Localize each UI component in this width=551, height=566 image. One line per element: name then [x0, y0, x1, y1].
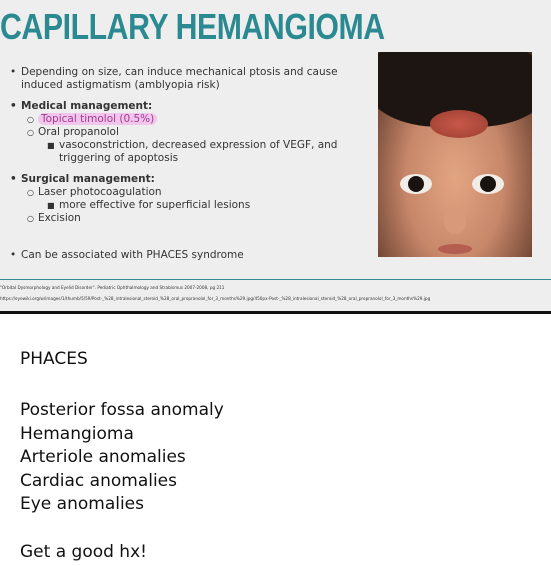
notes-item: Arteriole anomalies	[20, 447, 186, 467]
surg-item-laser	[27, 186, 372, 199]
notes-closing: Get a good hx!	[20, 541, 147, 562]
surgical-heading-text: Surgical management:	[21, 173, 155, 185]
surg-item-laser-text: Laser photocoagulation	[38, 186, 162, 198]
med-item-propranolol-text: Oral propanolol	[38, 126, 119, 138]
bullet-dot-icon: •	[10, 173, 17, 185]
circle-bullet-icon: ○	[27, 214, 34, 223]
bullet-dot-icon: •	[10, 66, 17, 78]
circle-bullet-icon: ○	[27, 115, 34, 124]
slide-divider	[0, 279, 551, 280]
notes-item: Posterior fossa anomaly	[20, 400, 224, 420]
circle-bullet-icon: ○	[27, 188, 34, 197]
speaker-notes	[20, 348, 224, 564]
patient-photo	[378, 52, 532, 257]
laser-detail-text: more effective for superficial lesions	[59, 199, 251, 211]
surgical-heading	[10, 173, 372, 186]
section-divider	[0, 311, 551, 314]
surg-item-excision-text: Excision	[38, 212, 81, 224]
bullet-phaces	[10, 249, 372, 262]
propranolol-detail-text: vasoconstriction, decreased expression of VEGF, and triggering of apoptosis	[59, 139, 338, 164]
medical-heading	[10, 100, 372, 113]
medical-heading-text: Medical management:	[21, 100, 153, 112]
highlighted-text: Topical timolol (0.5%)	[38, 113, 157, 125]
notes-heading: PHACES	[20, 349, 88, 369]
notes-item: Cardiac anomalies	[20, 470, 177, 491]
square-bullet-icon: ■	[47, 201, 55, 210]
bullet-dot-icon: •	[10, 100, 17, 112]
slide-bullets	[10, 66, 372, 270]
notes-item: Hemangioma	[20, 423, 134, 444]
notes-item: Eye anomalies	[20, 494, 144, 514]
med-item-propranolol	[27, 126, 372, 139]
reference-url: https://eyewiki.org/w/images/1/thumb/5/59/Post-_%28_intralesional_steroid_%28_oral_propranolol_for_3_months%29.jpg/450px-Post-_%28_intralesional_steroid_%28_oral_propranolol_for_3_months%29.jpg	[0, 296, 431, 301]
surg-item-excision	[27, 212, 372, 225]
circle-bullet-icon: ○	[27, 128, 34, 137]
bullet-phaces-text: Can be associated with PHACES syndrome	[21, 249, 244, 261]
bullet-dot-icon: •	[10, 249, 17, 261]
bullet-ptosis-text: Depending on size, can induce mechanical ptosis and cause induced astigmatism (amblyopia risk)	[21, 66, 338, 91]
reference-citation: "Orbital Dysmorphology and Eyelid Disorder". Pediatric Ophthalmology and Strabismus 2007-2008, pg 211	[0, 285, 225, 290]
surgical-management-block	[10, 173, 372, 225]
square-bullet-icon: ■	[47, 141, 55, 150]
med-item-timolol	[27, 113, 372, 126]
medical-management-block	[10, 100, 372, 165]
laser-detail	[47, 199, 372, 212]
slide-title: CAPILLARY HEMANGIOMA	[0, 6, 385, 47]
propranolol-detail	[47, 139, 372, 165]
bullet-ptosis	[10, 66, 372, 92]
